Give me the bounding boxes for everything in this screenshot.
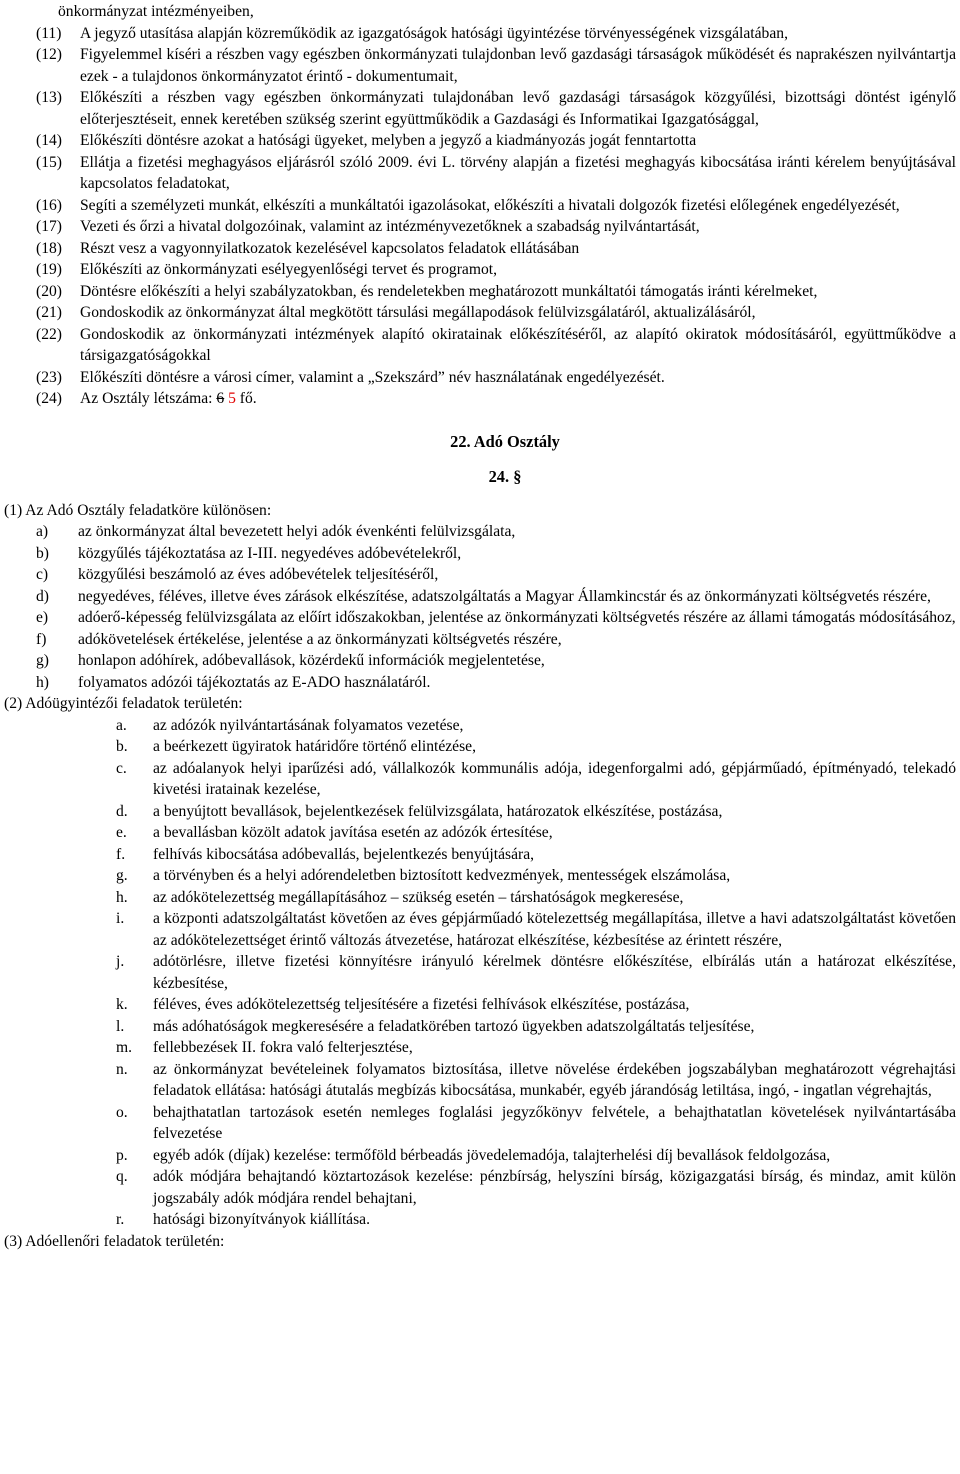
- item-letter: c): [36, 566, 49, 583]
- item-number: (24): [36, 390, 62, 407]
- item-text: behajthatatlan tartozások esetén nemleges foglalási jegyzőkönyv felvétele, a behajthatatlan követelések nyilvántartásába felvezetése: [153, 1103, 956, 1142]
- paragraph-number: 24. §: [488, 467, 522, 486]
- tax-administrator-duties-list: [4, 715, 956, 1231]
- item-text: Előkészíti döntésre azokat a hatósági ügyeket, melyben a jegyző a kiadmányozás jogát fenntartotta: [80, 132, 697, 149]
- list-item: [4, 887, 956, 909]
- item-number: (18): [36, 239, 62, 257]
- list-item: [4, 607, 956, 629]
- item-text: az önkormányzat bevételeinek folyamatos biztosítása, illetve növelése érdekében jogszabályban meghatározott végrehajtási feladatok ellátása: hatósági átutalás megbízás kibocsátása, munkabér, egyéb járandóság letiltása, ingó, - ingatlan végrehajtás,: [153, 1060, 956, 1099]
- item-number: (14): [36, 132, 62, 149]
- item-text: Előkészíti döntésre a városi címer, valamint a „Szekszárd” név használatának engedélyezését.: [80, 368, 665, 386]
- item-letter: d.: [116, 802, 128, 820]
- subsection-1-label: (1) Az Adó Osztály feladatköre különösen:: [4, 501, 272, 519]
- item-number: (17): [36, 218, 62, 235]
- list-item: [4, 629, 956, 651]
- item-text: a beérkezett ügyiratok határidőre történő elintézése,: [153, 738, 476, 755]
- item-number: (21): [36, 304, 62, 321]
- item-letter: r.: [116, 1211, 125, 1228]
- item-text: Vezeti és őrzi a hivatal dolgozóinak, valamint az intézményvezetőknek a szabadság nyilvántartását,: [80, 218, 700, 235]
- list-item: [4, 586, 956, 608]
- list-item: [4, 521, 956, 543]
- subsection-2-label: (2) Adóügyintézői feladatok területén:: [4, 695, 243, 712]
- item-text: Előkészíti a részben vagy egészben önkormányzati tulajdonában levő gazdasági társaságok közgyűlési, bizottsági döntést igénylő előterjesztéseit, ennek keretében szükség szerint együttműködik a Gazdasági és Informatikai Igazgatósággal,: [80, 89, 956, 128]
- staff-count-text: [80, 388, 956, 410]
- item-text: az adókötelezettség megállapításához – szükség esetén – társhatóságok megkeresése,: [153, 888, 684, 906]
- subsection-3-label: (3) Adóellenőri feladatok területén:: [4, 1232, 225, 1250]
- list-item: [4, 87, 956, 130]
- item-text: a bevallásban közölt adatok javítása esetén az adózók értesítése,: [153, 824, 553, 841]
- item-text: közgyűlési beszámoló az éves adóbevételek teljesítéséről,: [78, 566, 439, 583]
- item-number: (12): [36, 46, 62, 63]
- list-item: [4, 672, 956, 694]
- list-item: [4, 195, 956, 217]
- list-item: [4, 152, 956, 195]
- list-item: [4, 216, 956, 238]
- item-number: (23): [36, 368, 62, 386]
- list-item: [4, 44, 956, 87]
- item-number: (16): [36, 196, 62, 214]
- item-text: Figyelemmel kíséri a részben vagy egészben önkormányzati tulajdonban levő gazdasági társaságok működését és naprakészen nyilvántartja ezek - a tulajdonos önkormányzatot érintő - dokumentumait,: [80, 46, 956, 85]
- item-text: adótörlésre, illetve fizetési könnyítésre irányuló kérelmek döntésre előkészítése, elbírálás után a határozat elkészítése, kézbesítése,: [153, 953, 956, 992]
- list-item: [4, 281, 956, 303]
- item-text: egyéb adók (díjak) kezelése: termőföld bérbeadás jövedelemadója, talajterhelési díj bevallások feldolgozása,: [153, 1146, 831, 1164]
- list-item: [4, 130, 956, 152]
- item-letter: b.: [116, 738, 128, 755]
- continuation-line: önkormányzat intézményeiben,: [58, 3, 254, 20]
- list-item: [4, 865, 956, 887]
- item-text: Gondoskodik az önkormányzati intézmények alapító okiratainak előkészítéséről, az alapító okiratok módosításáról, együttműködve a társigazgatóságokkal: [80, 325, 956, 364]
- staff-count-prefix: Az Osztály létszáma:: [80, 390, 217, 407]
- item-text: felhívás kibocsátása adóbevallás, bejelentkezés benyújtására,: [153, 845, 535, 863]
- item-text: adókövetelések értékelése, jelentése a az önkormányzati költségvetés részére,: [78, 630, 562, 648]
- item-text: az adózók nyilvántartásának folyamatos vezetése,: [153, 716, 464, 734]
- item-text: Segíti a személyzeti munkát, elkészíti a munkáltatói igazolásokat, előkészíti a hivatali dolgozók fizetési előlegének engedélyezését,: [80, 196, 900, 214]
- item-number: (13): [36, 89, 62, 106]
- list-item: [4, 238, 956, 260]
- item-text: az önkormányzat által bevezetett helyi adók évenkénti felülvizsgálata,: [78, 523, 516, 540]
- list-item: [4, 715, 956, 737]
- list-item: [4, 822, 956, 844]
- list-item: [4, 736, 956, 758]
- item-letter: i.: [116, 910, 125, 927]
- item-letter: a.: [116, 716, 127, 734]
- item-text: Előkészíti az önkormányzati esélyegyenlőségi tervet és programot,: [80, 261, 497, 278]
- list-item: [4, 650, 956, 672]
- item-text: a törvényben és a helyi adórendeletben biztosított kedvezmények, mentességek elszámolása,: [153, 867, 731, 884]
- list-item: [4, 302, 956, 324]
- item-letter: e.: [116, 824, 127, 841]
- item-text: Döntésre előkészíti a helyi szabályzatokban, és rendeletekben meghatározott munkáltatói támogatás iránti kérelmeket,: [80, 282, 818, 300]
- item-text: negyedéves, féléves, illetve éves zárások elkészítése, adatszolgáltatás a Magyar Államkincstár és az önkormányzati költségvetés részére,: [78, 587, 931, 605]
- item-letter: d): [36, 587, 49, 605]
- list-item: [4, 324, 956, 367]
- item-text: honlapon adóhírek, adóbevallások, közérdekű információk megjelentetése,: [78, 652, 545, 669]
- list-item: [4, 844, 956, 866]
- list-item: [4, 1102, 956, 1145]
- item-letter: f): [36, 630, 47, 648]
- item-number: (11): [36, 24, 62, 42]
- section-heading: 22. Adó Osztály: [450, 431, 560, 451]
- list-item: [4, 1145, 956, 1167]
- item-letter: e): [36, 609, 49, 626]
- item-text: fellebbezések II. fokra való felterjesztése,: [153, 1039, 413, 1056]
- item-text: az adóalanyok helyi iparűzési adó, vállalkozók kommunális adója, idegenforgalmi adó, gépjárműadó, építményadó, telekadó kivetési iratainak kezelése,: [153, 759, 956, 798]
- item-number: (15): [36, 153, 62, 171]
- list-item: [4, 564, 956, 586]
- item-letter: h): [36, 673, 49, 691]
- list-item: [4, 758, 956, 801]
- item-number: (22): [36, 325, 62, 343]
- item-letter: p.: [116, 1146, 128, 1164]
- item-letter: l.: [116, 1017, 125, 1035]
- list-item: [4, 259, 956, 281]
- item-text: folyamatos adózói tájékoztatás az E-ADO használatáról.: [78, 673, 431, 691]
- staff-count-suffix: fő.: [235, 390, 257, 407]
- list-item: [4, 994, 956, 1016]
- item-letter: k.: [116, 996, 128, 1013]
- list-item: [4, 1016, 956, 1038]
- item-letter: g.: [116, 867, 128, 884]
- item-number: (19): [36, 261, 62, 278]
- inserted-count: 5: [228, 390, 236, 407]
- item-letter: c.: [116, 759, 127, 777]
- list-item: [4, 543, 956, 565]
- list-item: [4, 1059, 956, 1102]
- item-text: Részt vesz a vagyonnyilatkozatok kezelésével kapcsolatos feladatok ellátásában: [80, 239, 580, 257]
- list-item: [4, 1037, 956, 1059]
- item-text: féléves, éves adókötelezettség teljesítésére a fizetési felhívások elkészítése, postázása,: [153, 996, 690, 1013]
- item-letter: a): [36, 523, 49, 540]
- list-item: [4, 801, 956, 823]
- list-item: [4, 1209, 956, 1231]
- list-item: [4, 951, 956, 994]
- item-letter: n.: [116, 1060, 128, 1078]
- item-text: adók módjára behajtandó köztartozások kezelése: pénzbírság, helyszíni bírság, közigazgatási bírság, és mindaz, amit külön jogszabály adók módjára rendel behajtani,: [153, 1168, 956, 1207]
- item-letter: m.: [116, 1039, 133, 1056]
- item-text: adóerő-képesség felülvizsgálata az előírt időszakokban, jelentése az önkormányzati költségvetés részére az állami támogatás módosításához,: [78, 609, 956, 626]
- item-letter: o.: [116, 1103, 128, 1121]
- list-item: [4, 1166, 956, 1209]
- list-item: [4, 23, 956, 45]
- item-letter: b): [36, 544, 49, 562]
- item-letter: j.: [116, 953, 125, 970]
- item-letter: f.: [116, 845, 126, 863]
- item-text: más adóhatóságok megkeresésére a feladatkörében tartozó ügyekben adatszolgáltatás teljesítése,: [153, 1017, 755, 1035]
- item-letter: q.: [116, 1168, 128, 1185]
- item-text: a központi adatszolgáltatást követően az éves gépjárműadó kötelezettség megállapítása, illetve a havi adatszolgáltatást követően az adókötelezettséget érintő változás átvezetése, határozat elkészítése, kézbesítése az érintett részére,: [153, 910, 956, 949]
- tax-office-duties-list: [4, 521, 956, 693]
- item-text: közgyűlés tájékoztatása az I-III. negyedéves adóbevételekről,: [78, 544, 462, 562]
- item-text: hatósági bizonyítványok kiállítása.: [153, 1211, 370, 1228]
- item-number: (20): [36, 282, 62, 300]
- list-item: [4, 367, 956, 389]
- item-text: A jegyző utasítása alapján közreműködik az igazgatóságok hatósági ügyintézése törvényességének vizsgálatában,: [80, 24, 788, 42]
- item-text: Ellátja a fizetési meghagyásos eljárásról szóló 2009. évi L. törvény alapján a fizetési meghagyás kibocsátása iránti kérelem benyújtásával kapcsolatos feladatokat,: [80, 153, 956, 192]
- deleted-count: 6: [216, 390, 225, 407]
- list-item: [4, 908, 956, 951]
- item-text: Gondoskodik az önkormányzat által megkötött társulási megállapodások felülvizsgálatáról, aktualizálásáról,: [80, 304, 756, 321]
- item-letter: g): [36, 652, 49, 669]
- item-letter: h.: [116, 888, 128, 906]
- item-text: a benyújtott bevallások, bejelentkezések felülvizsgálata, határozatok elkészítése, postázása,: [153, 802, 723, 820]
- staff-count-item: [4, 388, 956, 410]
- osztaly-duties-list: [4, 23, 956, 410]
